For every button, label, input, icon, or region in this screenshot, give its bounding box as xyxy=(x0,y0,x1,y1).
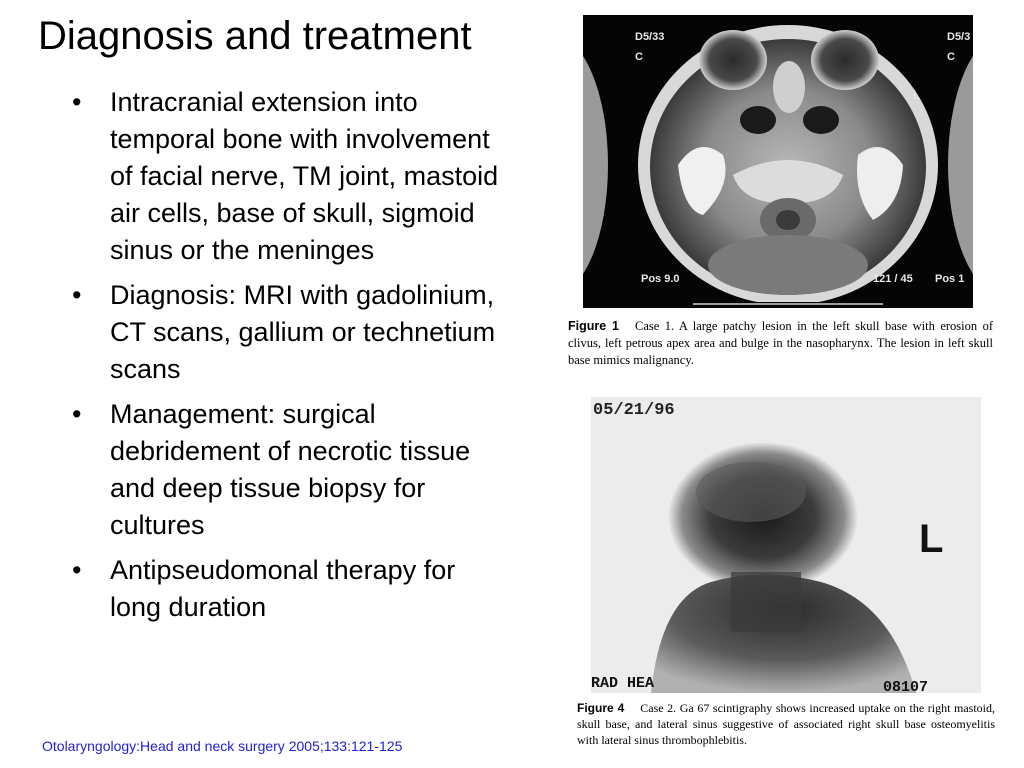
bullet-item xyxy=(70,277,510,388)
scint-label-bottom-left: RAD HEA xyxy=(591,675,655,692)
scint-side-marker: L xyxy=(919,517,944,561)
bullet-list xyxy=(70,84,510,634)
bullet-dot: • xyxy=(72,280,82,310)
ct-scan-image xyxy=(583,15,973,308)
bullet-text: Intracranial extension into temporal bone with involvement of facial nerve, TM joint, mastoid air cells, base of skull, sigmoid sinus or the meninges xyxy=(110,87,499,265)
ct-label-top-right: D5/3 xyxy=(947,31,971,43)
ct-orientation-marker: L xyxy=(913,87,921,102)
bullet-item xyxy=(70,552,510,626)
figure-1-caption xyxy=(568,318,993,369)
bullet-item xyxy=(70,84,510,269)
figure-1-label: Figure 1 xyxy=(568,319,619,333)
bullet-dot: • xyxy=(72,399,82,429)
bullet-text: Diagnosis: MRI with gadolinium, CT scans, gallium or technetium scans xyxy=(110,280,496,384)
ct-label-bottom-mid: 121 / 45 xyxy=(873,273,913,285)
scintigraphy-image xyxy=(591,397,981,693)
bullet-text: Antipseudomonal therapy for long duration xyxy=(110,555,456,622)
scint-label-bottom-right: 08107 xyxy=(883,679,929,693)
ct-label-top-right-sub: C xyxy=(947,51,955,63)
bullet-text: Management: surgical debridement of necrotic tissue and deep tissue biopsy for cultures xyxy=(110,399,471,540)
ct-label-top-left: D5/33 xyxy=(635,31,665,43)
figure-4-caption xyxy=(577,700,995,748)
bullet-dot: • xyxy=(72,555,82,585)
scint-date-label: 05/21/96 xyxy=(593,401,675,420)
bullet-dot: • xyxy=(72,87,82,117)
slide-title: Diagnosis and treatment xyxy=(38,14,472,58)
figure-4-caption-text: Case 2. Ga 67 scintigraphy shows increased uptake on the right mastoid, skull base, and lateral sinus suggestive of associated right skull base osteomyelitis with lateral sinus thrombophlebitis. xyxy=(577,701,995,747)
figure-1-caption-text: Case 1. A large patchy lesion in the left skull base with erosion of clivus, left petrous apex area and bulge in the nasopharynx. The lesion in left skull base mimics malignancy. xyxy=(568,319,994,367)
ct-label-bottom-right: Pos 1 xyxy=(935,273,965,285)
ct-label-top-left-sub: C xyxy=(635,51,643,63)
citation: Otolaryngology:Head and neck surgery 2005;133:121-125 xyxy=(42,738,403,754)
ct-label-bottom-left: Pos 9.0 xyxy=(641,273,680,285)
bullet-item xyxy=(70,396,510,544)
figure-4-label: Figure 4 xyxy=(577,701,625,715)
